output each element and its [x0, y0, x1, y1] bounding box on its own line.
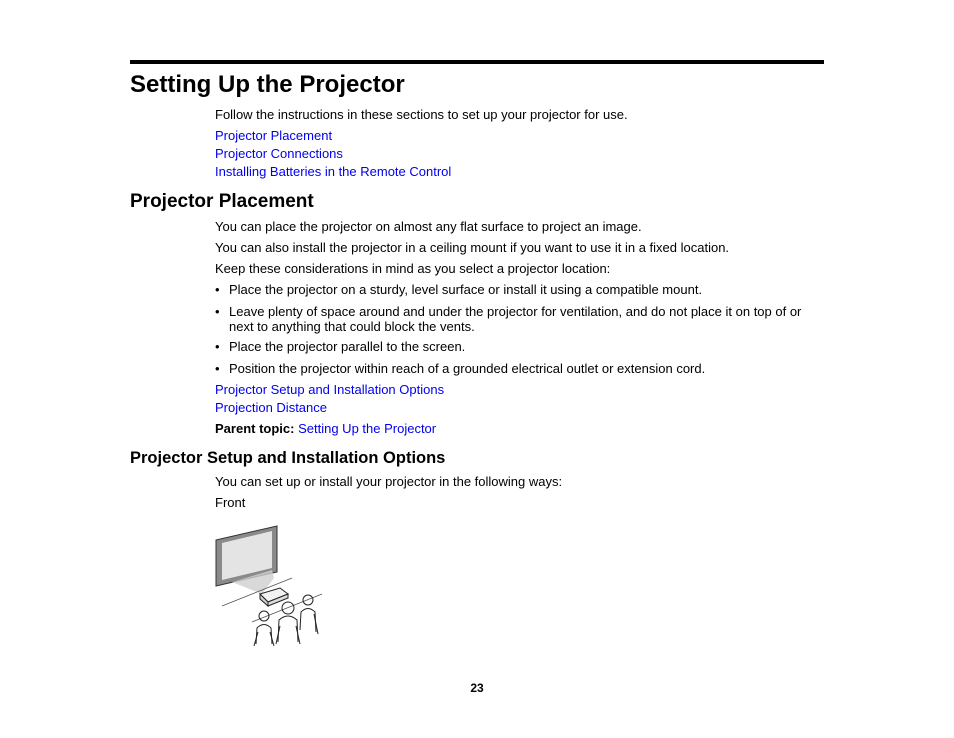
link-setup-installation-options[interactable]: Projector Setup and Installation Options — [215, 382, 445, 397]
link-installing-batteries[interactable]: Installing Batteries in the Remote Control — [215, 164, 452, 179]
front-projection-illustration — [212, 522, 324, 648]
placement-para-2: You can also install the projector in a ceiling mount if you want to use it in a fixed location. — [215, 240, 730, 255]
placement-para-3: Keep these considerations in mind as you select a projector location: — [215, 261, 611, 276]
section-heading-setup: Projector Setup and Installation Options — [130, 449, 446, 467]
intro-text: Follow the instructions in these sections to set up your projector for use. — [215, 107, 628, 122]
bullet-dot: • — [215, 339, 220, 354]
bullet-dot: • — [215, 282, 220, 297]
link-parent-topic[interactable]: Setting Up the Projector — [298, 421, 437, 436]
title-rule — [130, 60, 824, 64]
link-projector-placement[interactable]: Projector Placement — [215, 128, 333, 143]
setup-para-1: You can set up or install your projector in the following ways: — [215, 474, 563, 489]
bullet-dot: • — [215, 361, 220, 376]
figure-caption: Front — [215, 495, 246, 510]
section-heading-placement: Projector Placement — [130, 191, 314, 212]
bullet-dot: • — [215, 304, 220, 319]
link-projection-distance[interactable]: Projection Distance — [215, 400, 327, 415]
placement-para-1: You can place the projector on almost any flat surface to project an image. — [215, 219, 642, 234]
parent-topic-label: Parent topic: — [215, 421, 295, 436]
parent-topic — [215, 421, 436, 436]
link-projector-connections[interactable]: Projector Connections — [215, 146, 343, 161]
page-number: 23 — [470, 681, 484, 695]
page-title: Setting Up the Projector — [130, 71, 405, 98]
